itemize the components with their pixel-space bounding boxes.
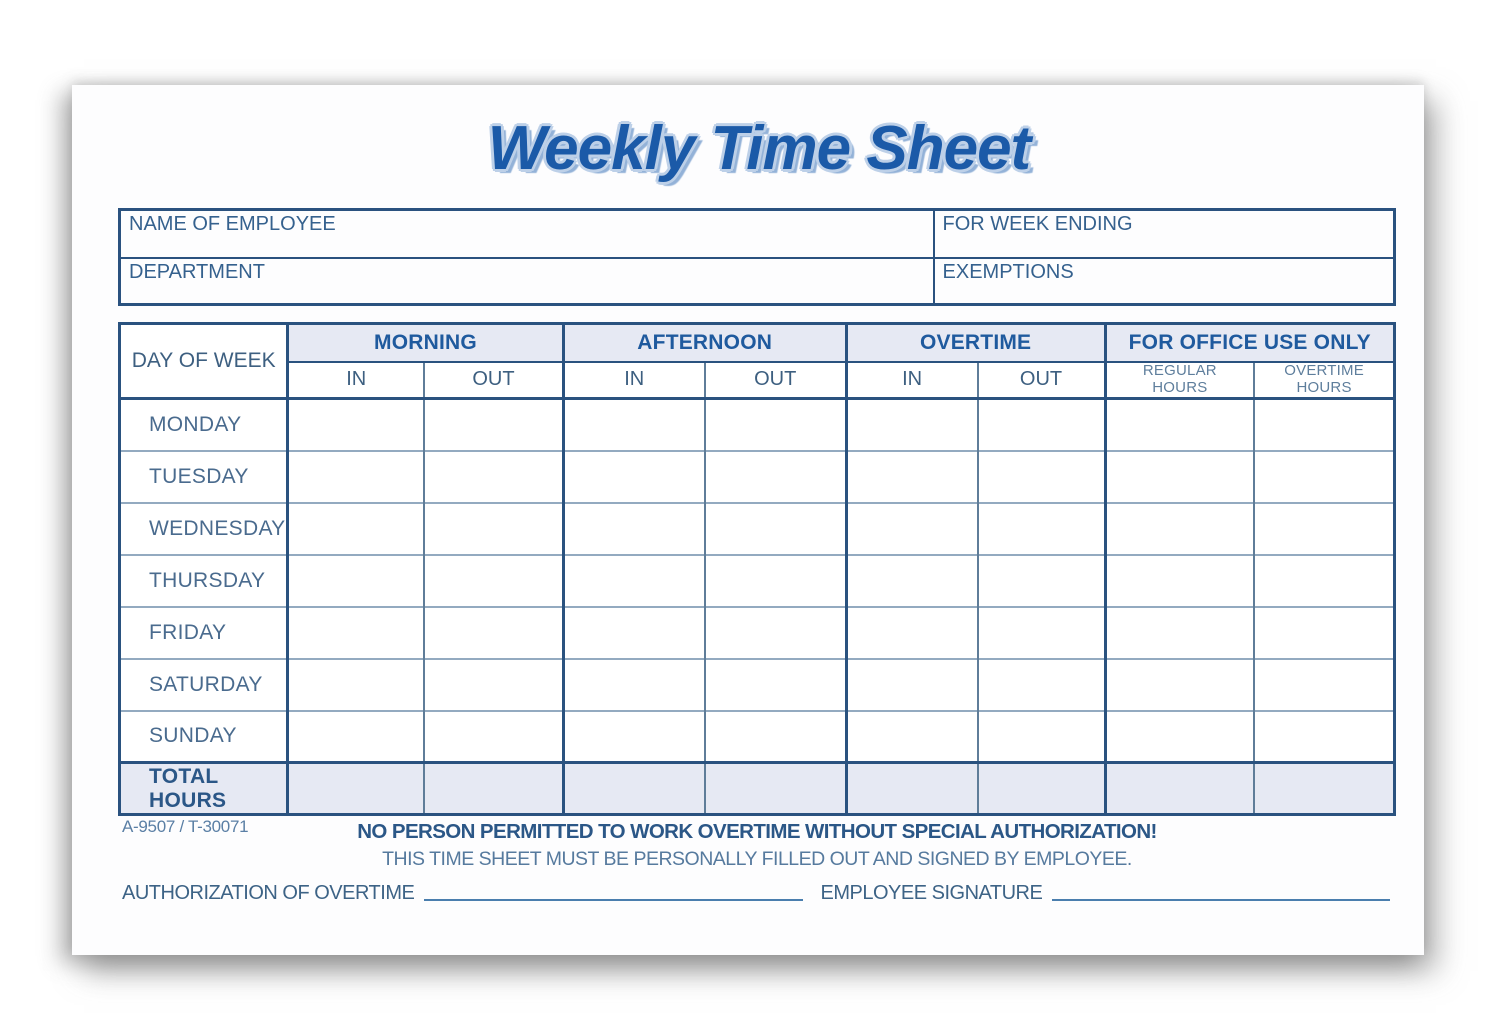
day-label: TUESDAY <box>120 451 288 503</box>
employee-info-box <box>118 208 1396 306</box>
total-hours-label: TOTAL HOURS <box>120 763 288 815</box>
day-label: MONDAY <box>120 399 288 451</box>
exemptions-field[interactable] <box>933 257 1393 303</box>
notice-line-2: THIS TIME SHEET MUST BE PERSONALLY FILLED OUT AND SIGNED BY EMPLOYEE. <box>382 848 1132 870</box>
day-label: WEDNESDAY <box>120 503 288 555</box>
total-entry-cell[interactable] <box>288 763 424 815</box>
total-entry-cell[interactable] <box>705 763 847 815</box>
office-use-cell[interactable] <box>1105 659 1254 711</box>
time-entry-cell[interactable] <box>288 659 424 711</box>
office-use-cell[interactable] <box>1105 555 1254 607</box>
total-entry-cell[interactable] <box>1105 763 1254 815</box>
time-entry-cell[interactable] <box>424 607 563 659</box>
authorization-of-overtime-label: AUTHORIZATION OF OVERTIME <box>122 882 415 904</box>
office-use-cell[interactable] <box>1254 451 1394 503</box>
time-entry-cell[interactable] <box>424 555 563 607</box>
table-row-saturday <box>120 659 1395 711</box>
day-of-week-header: DAY OF WEEK <box>120 324 288 399</box>
timesheet-page <box>72 85 1424 955</box>
office-use-cell[interactable] <box>1254 659 1394 711</box>
table-row-sunday <box>120 711 1395 763</box>
time-entry-cell[interactable] <box>705 607 847 659</box>
overtime-in-header: IN <box>846 362 977 399</box>
office-use-cell[interactable] <box>1254 555 1394 607</box>
office-use-cell[interactable] <box>1254 711 1394 763</box>
time-entry-cell[interactable] <box>705 399 847 451</box>
table-row-tuesday <box>120 451 1395 503</box>
time-entry-cell[interactable] <box>288 711 424 763</box>
exemptions-label: EXEMPTIONS <box>942 261 1074 283</box>
time-entry-cell[interactable] <box>563 659 705 711</box>
day-label: SUNDAY <box>120 711 288 763</box>
time-entry-cell[interactable] <box>846 399 977 451</box>
time-entry-cell[interactable] <box>288 555 424 607</box>
time-entry-cell[interactable] <box>978 555 1106 607</box>
afternoon-header: AFTERNOON <box>563 324 846 362</box>
page-title: Weekly Time Sheet <box>487 114 1031 183</box>
employee-signature-line[interactable] <box>1052 899 1390 901</box>
time-entry-cell[interactable] <box>424 659 563 711</box>
timesheet-table <box>118 322 1396 816</box>
office-use-cell[interactable] <box>1105 451 1254 503</box>
office-use-cell[interactable] <box>1254 503 1394 555</box>
time-entry-cell[interactable] <box>846 451 977 503</box>
employee-signature-label: EMPLOYEE SIGNATURE <box>820 882 1043 904</box>
morning-header: MORNING <box>288 324 563 362</box>
time-entry-cell[interactable] <box>978 711 1106 763</box>
time-entry-cell[interactable] <box>424 399 563 451</box>
department-label: DEPARTMENT <box>129 261 265 283</box>
form-number: A-9507 / T-30071 <box>122 817 249 836</box>
time-entry-cell[interactable] <box>563 555 705 607</box>
table-row-monday <box>120 399 1395 451</box>
time-entry-cell[interactable] <box>424 711 563 763</box>
time-entry-cell[interactable] <box>705 711 847 763</box>
time-entry-cell[interactable] <box>705 659 847 711</box>
time-entry-cell[interactable] <box>424 451 563 503</box>
notice-line-1: NO PERSON PERMITTED TO WORK OVERTIME WITHOUT SPECIAL AUTHORIZATION! <box>357 820 1157 843</box>
time-entry-cell[interactable] <box>846 607 977 659</box>
overtime-header: OVERTIME <box>846 324 1105 362</box>
time-entry-cell[interactable] <box>563 711 705 763</box>
table-row-wednesday <box>120 503 1395 555</box>
total-entry-cell[interactable] <box>846 763 977 815</box>
time-entry-cell[interactable] <box>705 451 847 503</box>
time-entry-cell[interactable] <box>846 555 977 607</box>
office-use-cell[interactable] <box>1105 503 1254 555</box>
time-entry-cell[interactable] <box>288 607 424 659</box>
time-entry-cell[interactable] <box>563 503 705 555</box>
name-of-employee-label: NAME OF EMPLOYEE <box>129 213 336 235</box>
total-entry-cell[interactable] <box>978 763 1106 815</box>
afternoon-in-header: IN <box>563 362 705 399</box>
table-row-friday <box>120 607 1395 659</box>
authorization-signature-line[interactable] <box>424 899 802 901</box>
morning-out-header: OUT <box>424 362 563 399</box>
time-entry-cell[interactable] <box>424 503 563 555</box>
signature-row <box>122 882 1390 905</box>
time-entry-cell[interactable] <box>978 451 1106 503</box>
time-entry-cell[interactable] <box>978 607 1106 659</box>
morning-in-header: IN <box>288 362 424 399</box>
total-entry-cell[interactable] <box>424 763 563 815</box>
day-label: SATURDAY <box>120 659 288 711</box>
day-label: THURSDAY <box>120 555 288 607</box>
time-entry-cell[interactable] <box>563 399 705 451</box>
time-entry-cell[interactable] <box>705 503 847 555</box>
afternoon-out-header: OUT <box>705 362 847 399</box>
time-entry-cell[interactable] <box>978 659 1106 711</box>
time-entry-cell[interactable] <box>978 399 1106 451</box>
office-use-only-header: FOR OFFICE USE ONLY <box>1105 324 1394 362</box>
regular-hours-header: REGULAR HOURS <box>1105 362 1254 399</box>
office-use-cell[interactable] <box>1254 607 1394 659</box>
for-week-ending-field[interactable] <box>933 211 1393 257</box>
table-row-total-hours <box>120 763 1395 815</box>
overtime-notice <box>118 820 1396 871</box>
time-entry-cell[interactable] <box>563 451 705 503</box>
office-use-cell[interactable] <box>1105 607 1254 659</box>
time-entry-cell[interactable] <box>563 607 705 659</box>
for-week-ending-label: FOR WEEK ENDING <box>942 213 1133 235</box>
department-field[interactable] <box>121 257 933 303</box>
time-entry-cell[interactable] <box>705 555 847 607</box>
name-of-employee-field[interactable] <box>121 211 933 257</box>
overtime-out-header: OUT <box>978 362 1106 399</box>
time-entry-cell[interactable] <box>846 503 977 555</box>
time-entry-cell[interactable] <box>288 503 424 555</box>
table-row-thursday <box>120 555 1395 607</box>
day-label: FRIDAY <box>120 607 288 659</box>
time-entry-cell[interactable] <box>288 399 424 451</box>
time-entry-cell[interactable] <box>288 451 424 503</box>
office-use-cell[interactable] <box>1105 711 1254 763</box>
time-entry-cell[interactable] <box>846 659 977 711</box>
total-entry-cell[interactable] <box>1254 763 1394 815</box>
time-entry-cell[interactable] <box>846 711 977 763</box>
total-entry-cell[interactable] <box>563 763 705 815</box>
time-entry-cell[interactable] <box>978 503 1106 555</box>
office-use-cell[interactable] <box>1105 399 1254 451</box>
overtime-hours-header: OVERTIME HOURS <box>1254 362 1394 399</box>
office-use-cell[interactable] <box>1254 399 1394 451</box>
